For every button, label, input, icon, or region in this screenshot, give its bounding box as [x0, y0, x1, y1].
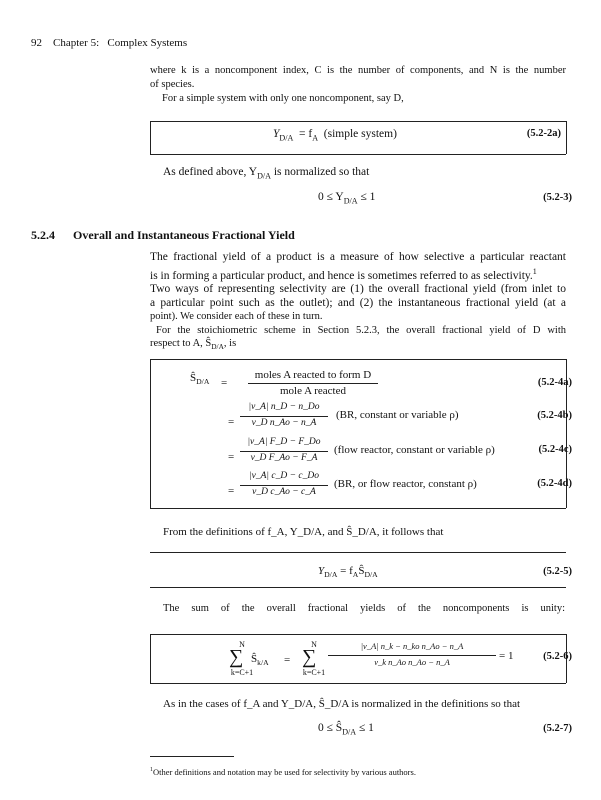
eq-5-2-4-lhs	[190, 372, 209, 386]
equation-label-5-2-5: (5.2-5)	[543, 566, 572, 577]
eq-6-sigma-1: ∑	[229, 646, 244, 668]
section-number: 5.2.4	[31, 228, 55, 242]
eq-4c-equals: =	[228, 451, 235, 463]
footnote-mark: 1	[532, 266, 537, 276]
eq-4c-note: (flow reactor, constant or variable ρ)	[334, 444, 495, 456]
equation-label-5-2-2a: (5.2-2a)	[526, 128, 561, 139]
page-header	[31, 37, 187, 49]
eq-4b-fraction-bar	[240, 416, 328, 417]
eq-6-equals-1: =	[284, 654, 291, 666]
eq-5-bottom-rule	[150, 587, 566, 588]
eq-5-sub3: D/A	[364, 570, 378, 580]
eq-5-2-3-sub: D/A	[343, 196, 358, 206]
section-para-line-2-text: is in forming a particular product, and hence is sometimes referred to as selectivity.	[150, 269, 533, 282]
footnote-rule	[150, 756, 234, 757]
eq-4b-note: (BR, constant or variable ρ)	[336, 409, 459, 421]
eq-rhs: = f	[299, 128, 313, 140]
section-para-line-7a: respect to A, Ŝ	[150, 338, 212, 350]
eq-4d-equals: =	[228, 485, 235, 497]
eq-6-numerator: |ν_A| n_k − n_ko n_Ao − n_A	[360, 641, 464, 651]
footnote	[150, 767, 416, 777]
intro-line-1: where k is a noncomponent index, C is the number of components, and N is the number	[150, 65, 566, 76]
equation-5-2-3	[318, 191, 375, 205]
section-heading	[31, 228, 295, 243]
normalized-text-a: As defined above, Y	[163, 166, 258, 178]
eq-6-sigma-2: ∑	[302, 646, 317, 668]
section-para-line-7b: , is	[223, 338, 237, 350]
equation-box-right-edge	[566, 121, 567, 154]
intro-paragraph	[150, 64, 566, 106]
eq-4b-equals: =	[228, 416, 235, 428]
section-para-line-4: a particular point such as the outlet); and (2) the instantaneous fractional yield (at a	[150, 296, 566, 309]
equation-label-5-2-4a: (5.2-4a)	[537, 377, 572, 388]
equation-5-2-5	[318, 565, 378, 579]
eq-4-equals: =	[221, 377, 228, 389]
footnote-number: 1	[150, 767, 153, 774]
eq-4b-denominator: ν_D n_Ao − n_A	[251, 418, 317, 428]
eq-6-s-hat: Ŝ	[251, 653, 258, 665]
eq-5-y: Y	[318, 565, 325, 577]
equation-box-6-left-edge	[150, 634, 151, 683]
eq-6-s-sub: k/A	[257, 658, 269, 668]
eq-4b-numerator: |ν_A| n_D − n_Do	[248, 402, 320, 412]
eq-5-sub1: D/A	[324, 570, 338, 580]
eq-rhs-subscript: A	[312, 133, 319, 143]
eq-6-sum-bottom: k=C+1	[230, 668, 254, 677]
section-para-line-3: Two ways of representing selectivity are (1) the overall fractional yield (from inlet to	[150, 283, 566, 296]
eq-6-sum2-top: N	[311, 640, 317, 649]
eq-5-top-rule	[150, 552, 566, 553]
intro-line-3: For a simple system with only one noncomponent, say D,	[162, 93, 404, 104]
eq-7-sub: D/A	[342, 727, 357, 737]
equation-label-5-2-4b: (5.2-4b)	[537, 410, 572, 421]
eq-y-symbol: Y	[273, 128, 280, 140]
equation-label-5-2-7: (5.2-7)	[543, 723, 572, 734]
equation-box-4-left-edge	[150, 359, 151, 508]
section-title: Overall and Instantaneous Fractional Yield	[73, 228, 295, 242]
eq-5-s: Ŝ	[358, 565, 365, 577]
eq-6-fraction-bar	[328, 655, 496, 656]
equation-label-5-2-4d: (5.2-4d)	[537, 478, 572, 489]
eq-y-subscript: D/A	[279, 133, 294, 143]
equation-label-5-2-4c: (5.2-4c)	[538, 444, 572, 455]
section-para-line-1: The fractional yield of a product is a measure of how selective a particular reactant	[150, 251, 566, 263]
eq-5-2-3-expr: 0 ≤ Y	[318, 191, 344, 203]
eq-6-term1	[251, 653, 269, 667]
normalized-text-b: is normalized so that	[270, 166, 370, 178]
section-para-line-7-sub: D/A	[211, 342, 224, 352]
section-para-line-5: point). We consider each of these in turn.	[150, 311, 323, 323]
eq-4-s-sub: D/A	[196, 377, 210, 387]
chapter-label: Chapter 5:	[53, 37, 100, 49]
eq-4a-numerator: moles A reacted to form D	[254, 369, 372, 381]
equation-label-5-2-3: (5.2-3)	[543, 192, 572, 203]
eq-7-expr: 0 ≤ Ŝ	[318, 722, 343, 734]
eq-4d-note: (BR, or flow reactor, constant ρ)	[334, 478, 477, 490]
section-para-line-7	[150, 337, 566, 354]
equation-label-5-2-6: (5.2-6)	[543, 651, 572, 662]
eq-5-sub2: A	[352, 570, 359, 580]
intro-line-2: of species.	[150, 79, 195, 90]
sum-line: The sum of the overall fractional yields of the noncomponents is unity:	[163, 603, 565, 614]
eq-4c-numerator: |ν_A| F_D − F_Do	[247, 437, 321, 447]
eq-6-denominator: ν_k n_Ao n_Ao − n_A	[374, 657, 450, 667]
eq-4d-denominator: ν_D c_Ao − c_A	[252, 487, 316, 497]
eq-5-2-3-tail: ≤ 1	[357, 191, 376, 203]
equation-5-2-2a	[273, 128, 397, 142]
page-number: 92	[31, 37, 42, 49]
eq-4a-fraction-bar	[248, 383, 378, 384]
equation-box-left-edge	[150, 121, 151, 154]
section-para-line-2	[150, 265, 566, 283]
eq-7-tail: ≤ 1	[356, 722, 374, 734]
chapter-title: Complex Systems	[107, 37, 188, 49]
as-in-cases-line: As in the cases of f_A and Y_D/A, Ŝ_D/A is normalized in the definitions so that	[163, 698, 521, 710]
eq-4d-numerator: |ν_A| c_D − c_Do	[249, 471, 319, 481]
eq-4c-denominator: ν_D F_Ao − F_A	[250, 453, 318, 463]
section-para-line-6: For the stoichiometric scheme in Section 5.2.3, the overall fractional yield of D with	[156, 324, 566, 336]
eq-4-s-hat: Ŝ	[190, 372, 197, 384]
eq-6-rhs: = 1	[499, 650, 514, 662]
eq-4a-denominator: mole A reacted	[280, 385, 346, 397]
definitions-line: From the definitions of f_A, Y_D/A, and Ŝ_D/A, it follows that	[163, 526, 444, 538]
equation-5-2-7	[318, 722, 374, 736]
eq-4c-fraction-bar	[240, 451, 328, 452]
eq-5-mid: = f	[337, 565, 353, 577]
eq-4d-fraction-bar	[240, 485, 328, 486]
footnote-text: Other definitions and notation may be used for selectivity by various authors.	[152, 767, 416, 777]
normalized-sub: D/A	[257, 171, 271, 181]
section-paragraph	[150, 251, 566, 354]
eq-note: (simple system)	[323, 128, 397, 140]
eq-6-sum2-bottom: k=C+1	[302, 668, 326, 677]
normalized-line	[163, 166, 369, 180]
eq-6-sum-top: N	[239, 640, 245, 649]
